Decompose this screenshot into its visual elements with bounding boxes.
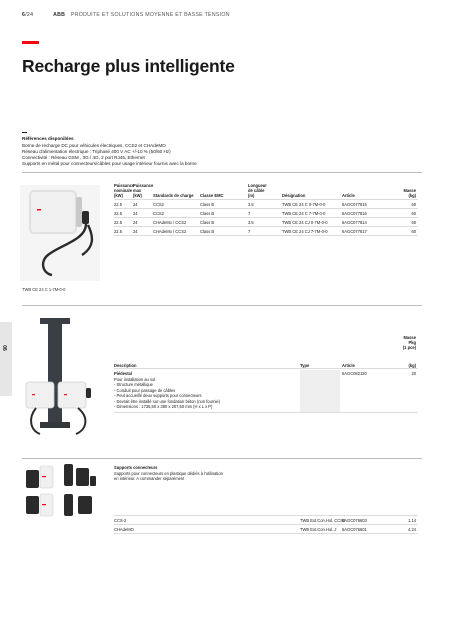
table-header-line — [114, 368, 418, 369]
page-side-tab — [0, 322, 12, 396]
col-article: Article — [342, 193, 355, 198]
col-standards: Standards de charge — [153, 193, 194, 198]
page-total: /24 — [25, 12, 34, 18]
col-designation: Désignation — [282, 193, 306, 198]
row-line — [114, 533, 418, 534]
row-line — [114, 235, 418, 236]
brand-name: ABB — [53, 12, 66, 18]
feature-line: Borne de recharge DC pour véhicules électriques, CCS2 et CHAdeMO — [22, 142, 166, 148]
pedestal-name: Piédestal — [114, 371, 132, 376]
pedestal-article: 6AGC082120 — [342, 371, 367, 376]
pedestal-desc-line: - Devrait être installé sur une fondation béton (non fournie) — [114, 398, 221, 404]
section-separator — [22, 305, 422, 306]
row-line — [114, 217, 418, 218]
row-line — [114, 208, 418, 209]
supports-heading: Supports connecteurs — [114, 465, 158, 470]
image-caption: TWB CE 24 C 1-7M-0-0 — [22, 287, 66, 292]
pedestal-desc-line: - Peut accueillir deux supports pour connecteurs — [114, 393, 202, 398]
type-cell-shaded — [300, 370, 340, 412]
table-header-line — [114, 199, 418, 200]
col-kg: (kg) — [408, 363, 416, 368]
pedestal-desc-line: - Structure métallique — [114, 382, 153, 387]
page-title: Recharge plus intelligente — [22, 56, 235, 76]
feature-line: Réseau d'alimentation électrique : Triphasé 400 V AC +/-10 % (50/60 Hz) — [22, 148, 171, 154]
section-separator — [22, 458, 422, 459]
row-line — [114, 412, 418, 413]
divider — [22, 132, 27, 133]
row-line — [114, 524, 418, 525]
connector-holders-image — [20, 462, 104, 522]
feature-line: Connectivité : Réseau GSM , 3G / 4G, 2 port RJ45, Ethernet — [22, 154, 145, 160]
col-puissance-max: Puissance max (kW) — [133, 183, 154, 198]
page-side-number: 90 — [3, 345, 9, 351]
col-masse: Masse (kg) — [403, 188, 416, 198]
pedestal-desc-line: - Conduit pour passage de câbles — [114, 387, 176, 393]
col-type: Type — [300, 363, 310, 368]
features-heading: Références disponibles — [22, 136, 74, 141]
section-title: PRODUITE ET SOLUTIONS MOYENNE ET BASSE TENSION — [70, 12, 230, 18]
accent-bar — [22, 41, 39, 44]
row-line — [114, 226, 418, 227]
col-article: Article — [342, 363, 355, 368]
feature-line: Supports en métal pour connecteurs/câbles pour usage intérieur fournis avec la borne — [22, 160, 197, 166]
col-puissance-nominale: Puissance nominale (kW) — [114, 183, 135, 198]
col-longueur: Longueur de câble (m) — [248, 183, 267, 198]
row-line — [114, 515, 418, 516]
page-header — [22, 12, 230, 18]
supports-desc-line: en intérieur. A commander séparément — [114, 476, 185, 481]
pedestal-desc-line: Pour installation au sol — [114, 376, 156, 382]
col-description: Description — [114, 363, 137, 368]
col-masse-pkg: Masse Pkg (1 pce) — [402, 335, 416, 350]
pedestal-mass: 20 — [411, 371, 416, 376]
section-separator — [22, 172, 422, 173]
page-number: 6 — [22, 12, 26, 18]
pedestal-image — [20, 318, 102, 444]
supports-desc-line: Supports pour connecteurs en plastique dédiés à l'utilisation — [114, 470, 223, 476]
pedestal-desc-line: - Dimensions : 1735,50 x 380 x 207,50 mm (H x L x P) — [114, 404, 213, 409]
col-classe-emc: Classe EMC — [200, 193, 224, 198]
wallbox-charger-image — [20, 185, 100, 281]
